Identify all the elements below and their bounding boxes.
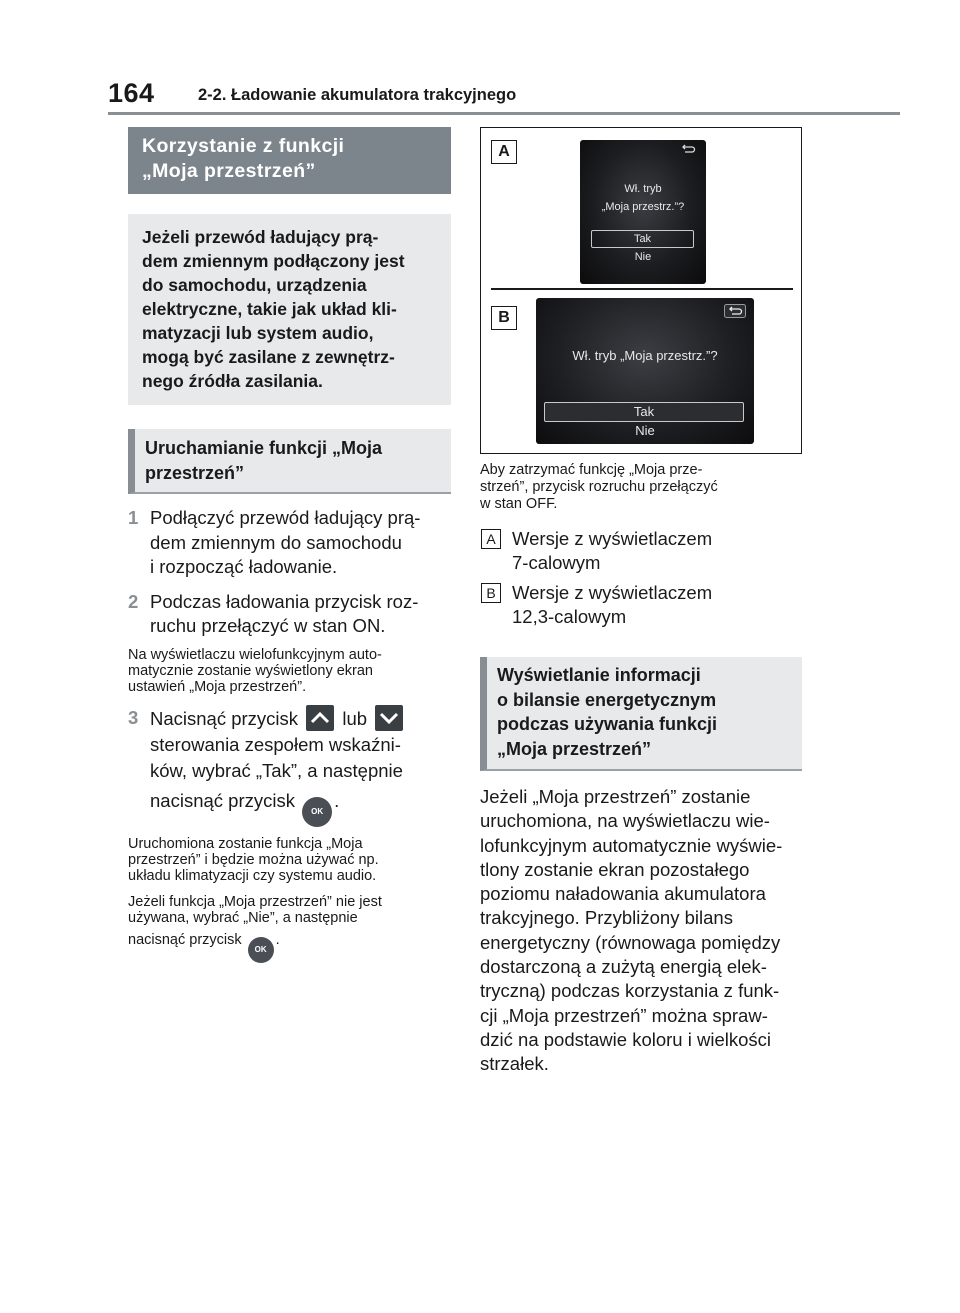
left-column <box>128 127 451 963</box>
back-icon <box>680 144 696 154</box>
section-heading-wyswietlanie: Wyświetlanie informacji o bilansie energetycznym podczas używania funkcji „Moja przestrzeń” <box>480 657 802 771</box>
figure-label-b: B <box>491 306 517 330</box>
screen-12-inch <box>536 298 754 444</box>
no-option[interactable]: Nie <box>635 423 655 438</box>
display-figure <box>480 127 802 454</box>
energy-balance-paragraph: Jeżeli „Moja przestrzeń” zostanie uruchomiona, na wyświetlaczu wie- lofunkcyjnym automatycznie wyświe- tlony zostanie ekran pozostałego poziomu naładowania akumulatora trakcyjnego. Przybliżony bilans energetyczny (równowaga pomiędzy dostarczoną a zużytą energią elek- tryczną) podczas korzystania z funk- cji „Moja przestrzeń” można spraw- dzić na podstawie koloru i wielkości strzałek. <box>480 786 783 1075</box>
section-heading-uruchamianie: Uruchamianie funkcji „Moja przestrzeń” <box>128 429 451 494</box>
step-number: 3 <box>128 706 139 728</box>
screen-a-message: Wł. tryb „Moja przestrz.”? <box>601 183 685 213</box>
step-2: 2 Podczas ładowania przycisk roz- ruchu przełączyć w stan ON. <box>128 590 419 636</box>
chevron-down-icon <box>375 705 403 731</box>
chevron-up-icon <box>306 705 334 731</box>
section-heading-korzystanie: Korzystanie z funkcji „Moja przestrzeń” <box>128 127 451 194</box>
page-number: 164 <box>108 78 155 108</box>
yes-option[interactable]: Tak <box>544 402 744 422</box>
header-rule <box>108 112 900 115</box>
screen-b-message: Wł. tryb „Moja przestrz.”? <box>572 348 718 363</box>
note-display-info: Na wyświetlaczu wielofunkcyjnym auto- matycznie zostanie wyświetlony ekran ustawień „Moja przestrzeń”. <box>128 646 382 695</box>
ok-button-icon: OK <box>302 797 332 827</box>
ok-button-icon: OK <box>248 937 274 963</box>
step-3: 3 Nacisnąć przycisk lub sterowania zespołem wskaźni- ków, wybrać „Tak”, a następnie nacisnąć przycisk OK. <box>128 705 451 827</box>
note-started: Uruchomiona zostanie funkcja „Moja przestrzeń” i będzie można używać np. układu klimatyzacji czy systemu audio. <box>128 835 379 884</box>
yes-option[interactable]: Tak <box>591 230 694 248</box>
figure-divider <box>491 288 793 290</box>
info-box: Jeżeli przewód ładujący prą- dem zmiennym podłączony jest do samochodu, urządzenia elektryczne, takie jak układ kli- matyzacji lub system audio, mogą być zasilane z zewnętrz- nego źródła zasilania. <box>128 214 451 405</box>
legend-b: B Wersje z wyświetlaczem 12,3-calowym <box>480 581 802 629</box>
legend-box-a: A <box>481 529 501 549</box>
right-column <box>480 127 802 1077</box>
step-1: 1 Podłączyć przewód ładujący prą- dem zmiennym do samochodu i rozpocząć ładowanie. <box>128 507 421 577</box>
step-number: 1 <box>128 507 139 528</box>
running-section-title: 2-2. Ładowanie akumulatora trakcyjnego <box>198 86 517 104</box>
legend-a: A Wersje z wyświetlaczem 7-calowym <box>480 527 802 575</box>
figure-caption: Aby zatrzymać funkcję „Moja prze- strzeń”, przycisk rozruchu przełączyć w stan OFF. <box>480 462 718 512</box>
back-icon <box>724 304 746 318</box>
figure-label-a: A <box>491 140 517 164</box>
step-number: 2 <box>128 590 139 612</box>
screen-7-inch <box>580 140 706 284</box>
note-not-used: Jeżeli funkcja „Moja przestrzeń” nie jest używana, wybrać „Nie”, a następnie nacisnąć przycisk OK. <box>128 894 451 963</box>
legend-box-b: B <box>481 583 501 603</box>
no-option[interactable]: Nie <box>634 251 652 263</box>
